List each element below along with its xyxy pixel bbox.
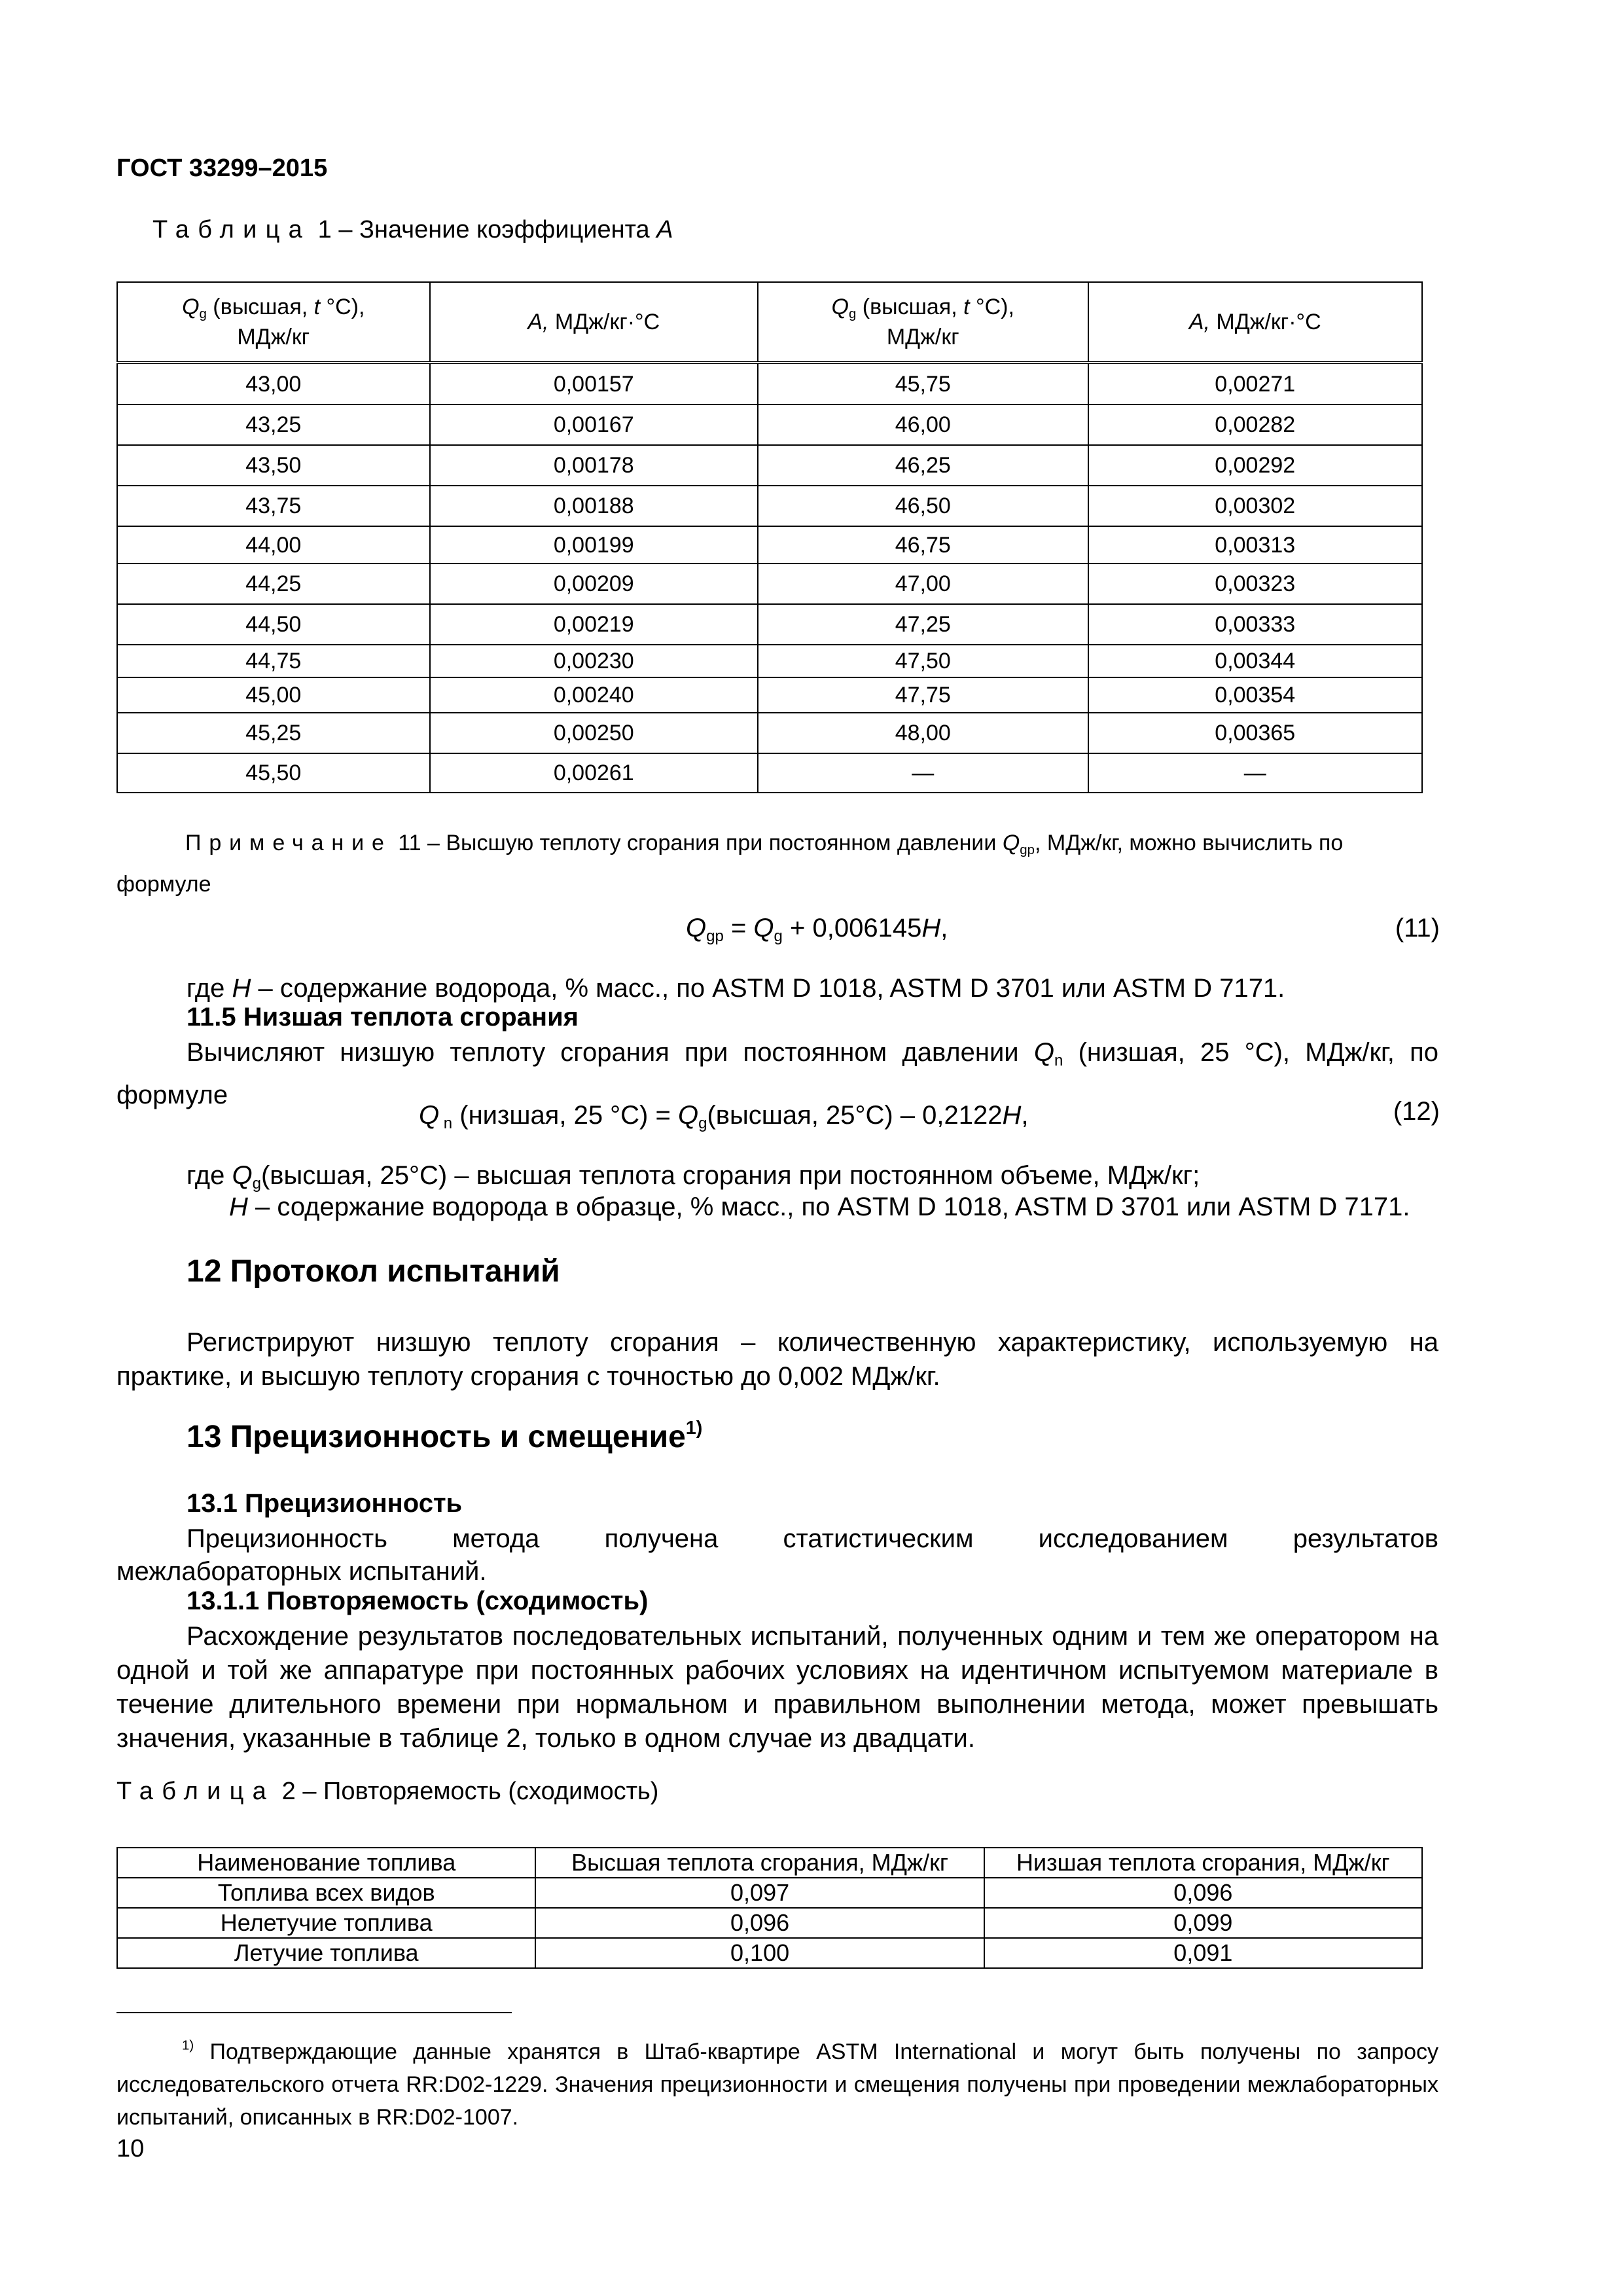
table2-caption: Таблица 2 – Повторяемость (сходимость) (116, 1778, 659, 1805)
formula-12: Q $_n$ (низшая, 25 $^\circ С) = Q_g(высшая$, 25°С) – 0,2122H, (419, 1101, 1029, 1133)
footnote-ref-mark: 1) (685, 1417, 703, 1439)
section-13-1-1-title: 13.1.1 Повторяемость (сходимость) (187, 1587, 649, 1615)
section-11-5-title: 11.5 Низшая теплота сгорания (187, 1003, 579, 1031)
table-row: 44,25 0,00209 47,00 0,00323 (117, 564, 1422, 604)
formula-11: $Q_{gp} = Q_g + 0,006145H$, (686, 914, 948, 946)
section-13-1-1-text: Расхождение результатов последовательных испытаний, полученных одним и тем же оператором на одной и той же аппаратуре при постоянных рабочих условиях на идентичном испытуемом материале в течение длительного времени при нормальном и правильном выполнении метода, может превышать значения, указанные в таблице 2, только в одном случае из двадцати. (116, 1622, 1438, 1753)
table-row: 43,75 0,00188 46,50 0,00302 (117, 486, 1422, 526)
table-row: 44,00 0,00199 46,75 0,00313 (117, 526, 1422, 564)
table-row: 45,50 0,00261 — — (117, 753, 1422, 793)
table-row: 43,00 0,00157 45,75 0,00271 (117, 363, 1422, 404)
document-header: ГОСТ 33299–2015 (116, 154, 328, 182)
table-row: 44,75 0,00230 47,50 0,00344 (117, 645, 1422, 677)
table1 (116, 281, 1423, 793)
table2-header-row: Наименование топлива Высшая теплота сгорания, МДж/кг Низшая теплота сгорания, МДж/кг (117, 1848, 1422, 1878)
table-row: 45,25 0,00250 48,00 0,00365 (117, 713, 1422, 753)
page-number: 10 (116, 2135, 145, 2162)
table2 (116, 1847, 1423, 1969)
section-13-1-title: 13.1 Прецизионность (187, 1489, 463, 1518)
section-13-1-text-line2: межлабораторных испытаний. (116, 1557, 487, 1586)
note-word: Примечание (185, 831, 392, 855)
table1-header-row (117, 282, 1422, 363)
table-row: Нелетучие топлива 0,096 0,099 (117, 1908, 1422, 1938)
table-row: Топлива всех видов 0,097 0,096 (117, 1878, 1422, 1908)
table1-header-qg-2: $Q_g$ (высшая, t °С), МДж/кг (758, 282, 1088, 363)
footnote: $^{1)}$ Подтверждающие данные хранятся в Штаб-квартире ASTM International и могут быть получены по запросу исследовательского отчета RR:D02-1229. Значения прецизионности и смещения получены при проведении межлабораторных испытаний, описанных в RR:D02-1007. (116, 2038, 1438, 2130)
where-h-text: где H – содержание водорода, % масс., по ASTM D 1018, ASTM D 3701 или ASTM D 7171. (187, 974, 1285, 1003)
table1-header-a-2: A, МДж/кг·°С (1088, 282, 1423, 363)
where-qg-text: где $Q_g(высшая$, 25°С) – высшая теплота сгорания при постоянном объеме, МДж/кг; (187, 1161, 1200, 1193)
table1-header-a: A, МДж/кг·°С (430, 282, 758, 363)
table1-caption (152, 216, 673, 244)
table-row: 44,50 0,00219 47,25 0,00333 (117, 604, 1422, 645)
section-12-title: 12 Протокол испытаний (187, 1254, 560, 1289)
formula-12-number: (12) (1393, 1097, 1440, 1126)
table2-caption-word: Таблица (116, 1778, 276, 1805)
section-13-1-text-line1: Прецизионность метода получена статистическим исследованием результатов (187, 1524, 1438, 1553)
section-12-text: Регистрируют низшую теплоту сгорания – количественную характеристику, используемую на практике, и высшую теплоту сгорания с точностью до 0,002 МДж/кг. (116, 1328, 1438, 1391)
table-row: 43,50 0,00178 46,25 0,00292 (117, 445, 1422, 486)
table-row: 45,00 0,00240 47,75 0,00354 (117, 677, 1422, 713)
section-13-title: 13 Прецизионность и смещение$^{1)}$ (187, 1417, 703, 1454)
table-row: 43,25 0,00167 46,00 0,00282 (117, 404, 1422, 445)
footnote-mark: 1) (182, 2038, 194, 2053)
table-row: Летучие топлива 0,100 0,091 (117, 1938, 1422, 1968)
table1-caption-word: Таблица (152, 216, 312, 243)
table1-note: Примечание 11 – Высшую теплоту сгорания при постоянном давлении $Q_{gp}$, МДж/кг, можно вычислить по формуле (116, 831, 1344, 897)
table1-caption-var: A (656, 216, 673, 243)
table1-header-qg: $Q_g$ (высшая, t °С), МДж/кг (117, 282, 430, 363)
where-h2-text: H – содержание водорода в образце, % масс., по ASTM D 1018, ASTM D 3701 или ASTM D 7171. (229, 1193, 1410, 1221)
section-11-5-text: Вычисляют низшую теплоту сгорания при постоянном давлении $Q_n$ (низшая, 25 °С), МДж/кг, по формуле (116, 1038, 1438, 1110)
table1-caption-text: 1 – Значение коэффициента (317, 216, 650, 243)
footnote-divider (116, 2012, 512, 2013)
formula-11-number: (11) (1395, 914, 1440, 942)
